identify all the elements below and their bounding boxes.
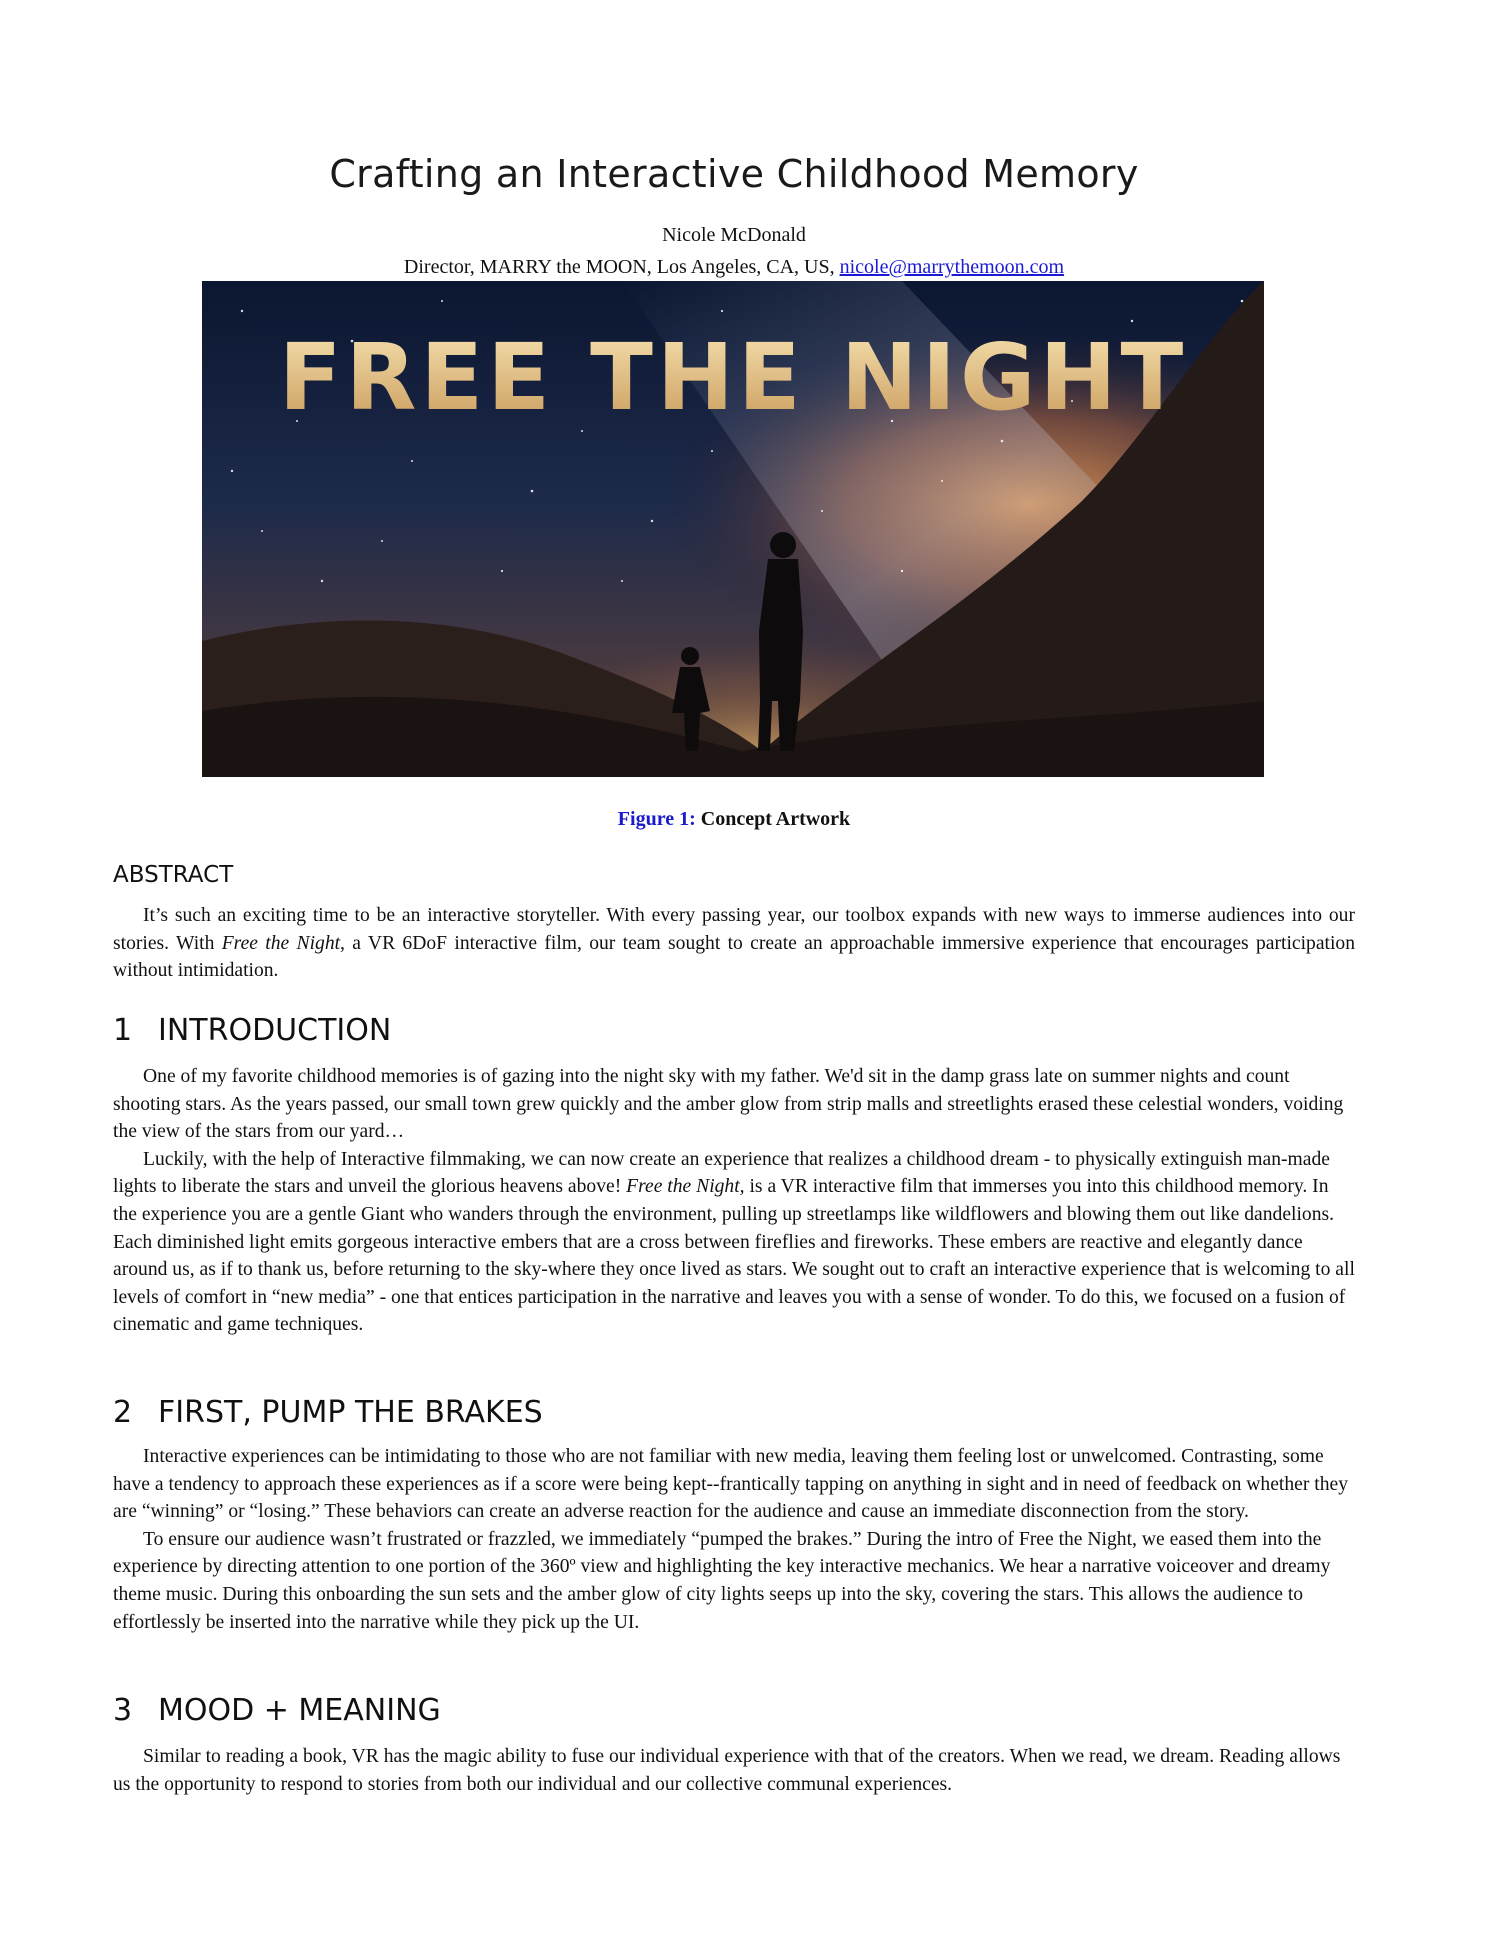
concept-artwork-figure bbox=[202, 281, 1264, 777]
abstract-film-title: Free the Night, bbox=[221, 932, 345, 954]
section-1-paragraph-2 bbox=[113, 1146, 1355, 1339]
section-3-heading bbox=[113, 1693, 441, 1728]
abstract-body bbox=[113, 902, 1355, 985]
section-1-body bbox=[113, 1063, 1355, 1339]
figure-caption bbox=[113, 808, 1355, 831]
section-1-heading bbox=[113, 1013, 391, 1048]
section-2-number: 2 bbox=[113, 1395, 133, 1430]
section-1-number: 1 bbox=[113, 1013, 133, 1048]
abstract-text-1: It’s such an exciting time to be an interactive storyteller. With every passing year, our toolbox expands with new ways to immerse audiences into our stories. With bbox=[113, 905, 1355, 954]
abstract-heading: ABSTRACT bbox=[113, 862, 234, 888]
author-affiliation bbox=[113, 256, 1355, 279]
section-2-paragraph-1: Interactive experiences can be intimidating to those who are not familiar with new media, leaving them feeling lost or unwelcomed. Contrasting, some have a tendency to approach these experiences as if a score were being kept--frantically tapping on anything in sight and in need of feedback on whether they are “winning” or “losing.” These behaviors can create an adverse reaction for the audience and cause an immediate disconnection from the story. bbox=[113, 1446, 1349, 1523]
section-3-paragraph-1: Similar to reading a book, VR has the magic ability to fuse our individual experience with that of the creators. When we read, we dream. Reading allows us the opportunity to respond to stories from both our individual and our collective communal experiences. bbox=[113, 1746, 1341, 1795]
artwork-title-text: FREE THE NIGHT bbox=[278, 324, 1188, 431]
affiliation-text: Director, MARRY the MOON, Los Angeles, CA, US, bbox=[403, 256, 840, 278]
author-name: Nicole McDonald bbox=[662, 224, 806, 246]
paper-page bbox=[113, 0, 1355, 1941]
section-3-title: MOOD + MEANING bbox=[158, 1693, 441, 1728]
section-1-paragraph-2-text-a: Luckily, with the help of Interactive filmmaking, we can now create an experience that realizes a childhood dream - to physically extinguish man-made lights to liberate the stars and unveil the glorious heavens above! bbox=[113, 1148, 1330, 1198]
figure-caption-text: Concept Artwork bbox=[700, 808, 851, 830]
section-1-paragraph-2-text-b: is a VR interactive film that immerses you into this childhood memory. In the experience you are a gentle Giant who wanders through the environment, pulling up streetlamps like wildflowers and blowing them out like dandelions. Each diminished light emits gorgeous interactive embers that are a cross between fireflies and fireworks. These embers are reactive and elegantly dance around us, as if to thank us, before returning to the sky-where they once lived as stars. We sought out to craft an interactive experience that is welcoming to all levels of comfort in “new media” - one that entices participation in the narrative and leaves you with a sense of wonder. To do this, we focused on a fusion of cinematic and game techniques. bbox=[113, 1176, 1355, 1336]
section-1-paragraph-1: One of my favorite childhood memories is of gazing into the night sky with my father. We'd sit in the damp grass late on summer nights and count shooting stars. As the years passed, our small town grew quickly and the amber glow from strip malls and streetlights erased these celestial wonders, voiding the view of the stars from our yard… bbox=[113, 1066, 1344, 1143]
section-2-paragraph-2: To ensure our audience wasn’t frustrated or frazzled, we immediately “pumped the brakes.” During the intro of Free the Night, we eased them into the experience by directing attention to one portion of the 360º view and highlighting the key interactive mechanics. We hear a narrative voiceover and dreamy theme music. During this onboarding the sun sets and the amber glow of city lights seeps up into the sky, covering the stars. This allows the audience to effortlessly be inserted into the narrative while they pick up the UI. bbox=[113, 1528, 1331, 1633]
section-1-film-title: Free the Night, bbox=[626, 1176, 745, 1198]
abstract-paragraph bbox=[113, 902, 1355, 985]
paper-title: Crafting an Interactive Childhood Memory bbox=[329, 152, 1139, 196]
concept-artwork-image bbox=[202, 281, 1264, 777]
section-1-title: INTRODUCTION bbox=[158, 1013, 392, 1048]
author-email-link[interactable]: nicole@marrythemoon.com bbox=[839, 256, 1065, 278]
section-3-body bbox=[113, 1743, 1355, 1798]
figure-caption-label: Figure 1: bbox=[617, 808, 696, 830]
section-3-number: 3 bbox=[113, 1693, 133, 1728]
section-2-heading bbox=[113, 1395, 543, 1430]
section-2-title: FIRST, PUMP THE BRAKES bbox=[158, 1395, 543, 1430]
section-2-body bbox=[113, 1443, 1355, 1636]
abstract-text-2: a VR 6DoF interactive film, our team sought to create an approachable immersive experience that encourages participation without intimidation. bbox=[113, 932, 1356, 982]
